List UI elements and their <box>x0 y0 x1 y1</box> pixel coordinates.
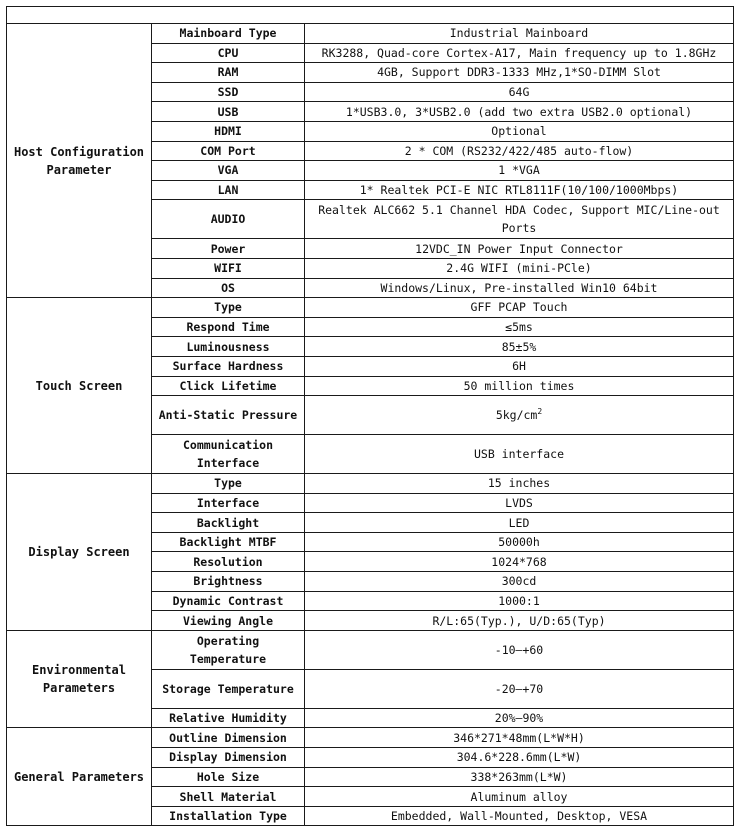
row-value: 1 *VGA <box>305 161 734 181</box>
row-value: 2 * COM (RS232/422/485 auto-flow) <box>305 141 734 161</box>
row-value: 2.4G WIFI (mini-PCle) <box>305 258 734 278</box>
row-value: 300cd <box>305 572 734 592</box>
row-value: 304.6*228.6mm(L*W) <box>305 748 734 768</box>
row-value: 1*USB3.0, 3*USB2.0 (add two extra USB2.0 optional) <box>305 102 734 122</box>
row-value: 50 million times <box>305 376 734 396</box>
row-value: 6H <box>305 356 734 376</box>
row-label: RAM <box>152 63 305 83</box>
row-label: Brightness <box>152 572 305 592</box>
row-value: 64G <box>305 82 734 102</box>
row-label: Relative Humidity <box>152 708 305 728</box>
row-label: USB <box>152 102 305 122</box>
row-label: Type <box>152 474 305 494</box>
row-value: 1024*768 <box>305 552 734 572</box>
row-label: Viewing Angle <box>152 611 305 631</box>
table-row <box>7 728 734 748</box>
row-label: Type <box>152 298 305 318</box>
row-value: GFF PCAP Touch <box>305 298 734 318</box>
row-value: R/L:65(Typ.), U/D:65(Typ) <box>305 611 734 631</box>
row-label: Surface Hardness <box>152 356 305 376</box>
group-cell: General Parameters <box>7 728 152 826</box>
row-value: 1000:1 <box>305 591 734 611</box>
table-row <box>7 630 734 669</box>
row-value: RK3288, Quad-core Cortex-A17, Main frequency up to 1.8GHz <box>305 43 734 63</box>
row-label: Click Lifetime <box>152 376 305 396</box>
row-label: Backlight MTBF <box>152 532 305 552</box>
row-value: -20—+70 <box>305 669 734 708</box>
header-cell <box>7 7 734 24</box>
row-value: LED <box>305 513 734 533</box>
row-label: Outline Dimension <box>152 728 305 748</box>
row-label: Backlight <box>152 513 305 533</box>
group-cell: Touch Screen <box>7 298 152 474</box>
row-label: Operating Temperature <box>152 630 305 669</box>
row-value: LVDS <box>305 493 734 513</box>
row-value: 15 inches <box>305 474 734 494</box>
row-value: 85±5% <box>305 337 734 357</box>
row-label: Anti-Static Pressure <box>152 396 305 435</box>
row-value: 1* Realtek PCI-E NIC RTL8111F(10/100/1000Mbps) <box>305 180 734 200</box>
row-value: ≤5ms <box>305 317 734 337</box>
row-label: CPU <box>152 43 305 63</box>
row-label: Luminousness <box>152 337 305 357</box>
row-value: USB interface <box>305 435 734 474</box>
row-label: Hole Size <box>152 767 305 787</box>
row-value: 338*263mm(L*W) <box>305 767 734 787</box>
row-value: 20%—90% <box>305 708 734 728</box>
table-row <box>7 474 734 494</box>
row-label: Storage Temperature <box>152 669 305 708</box>
group-cell: Host Configuration Parameter <box>7 24 152 298</box>
row-value: Optional <box>305 121 734 141</box>
superscript: 2 <box>537 407 543 417</box>
row-label: Power <box>152 239 305 259</box>
row-label: Communication Interface <box>152 435 305 474</box>
row-label: AUDIO <box>152 200 305 239</box>
row-value: 50000h <box>305 532 734 552</box>
group-cell: Display Screen <box>7 474 152 631</box>
row-label: Mainboard Type <box>152 24 305 44</box>
row-label: Respond Time <box>152 317 305 337</box>
header-row <box>7 7 734 24</box>
row-label: OS <box>152 278 305 298</box>
row-label: Dynamic Contrast <box>152 591 305 611</box>
table-row <box>7 298 734 318</box>
row-label: COM Port <box>152 141 305 161</box>
row-value: 4GB, Support DDR3-1333 MHz,1*SO-DIMM Slot <box>305 63 734 83</box>
row-label: HDMI <box>152 121 305 141</box>
row-label: LAN <box>152 180 305 200</box>
row-label: Resolution <box>152 552 305 572</box>
table-row <box>7 24 734 44</box>
row-label: Shell Material <box>152 787 305 807</box>
row-label: VGA <box>152 161 305 181</box>
row-value: Aluminum alloy <box>305 787 734 807</box>
row-value: 12VDC_IN Power Input Connector <box>305 239 734 259</box>
row-value: 346*271*48mm(L*W*H) <box>305 728 734 748</box>
row-value <box>305 396 734 435</box>
row-value: -10—+60 <box>305 630 734 669</box>
row-value: Realtek ALC662 5.1 Channel HDA Codec, Support MIC/Line-out Ports <box>305 200 734 239</box>
spec-table <box>6 6 734 826</box>
row-label: WIFI <box>152 258 305 278</box>
row-value: Embedded, Wall-Mounted, Desktop, VESA <box>305 806 734 826</box>
row-value-text: 5kg/cm <box>495 408 538 423</box>
row-label: Display Dimension <box>152 748 305 768</box>
row-label: Interface <box>152 493 305 513</box>
row-label: SSD <box>152 82 305 102</box>
row-label: Installation Type <box>152 806 305 826</box>
group-cell: Environmental Parameters <box>7 630 152 728</box>
row-value: Industrial Mainboard <box>305 24 734 44</box>
row-value: Windows/Linux, Pre-installed Win10 64bit <box>305 278 734 298</box>
